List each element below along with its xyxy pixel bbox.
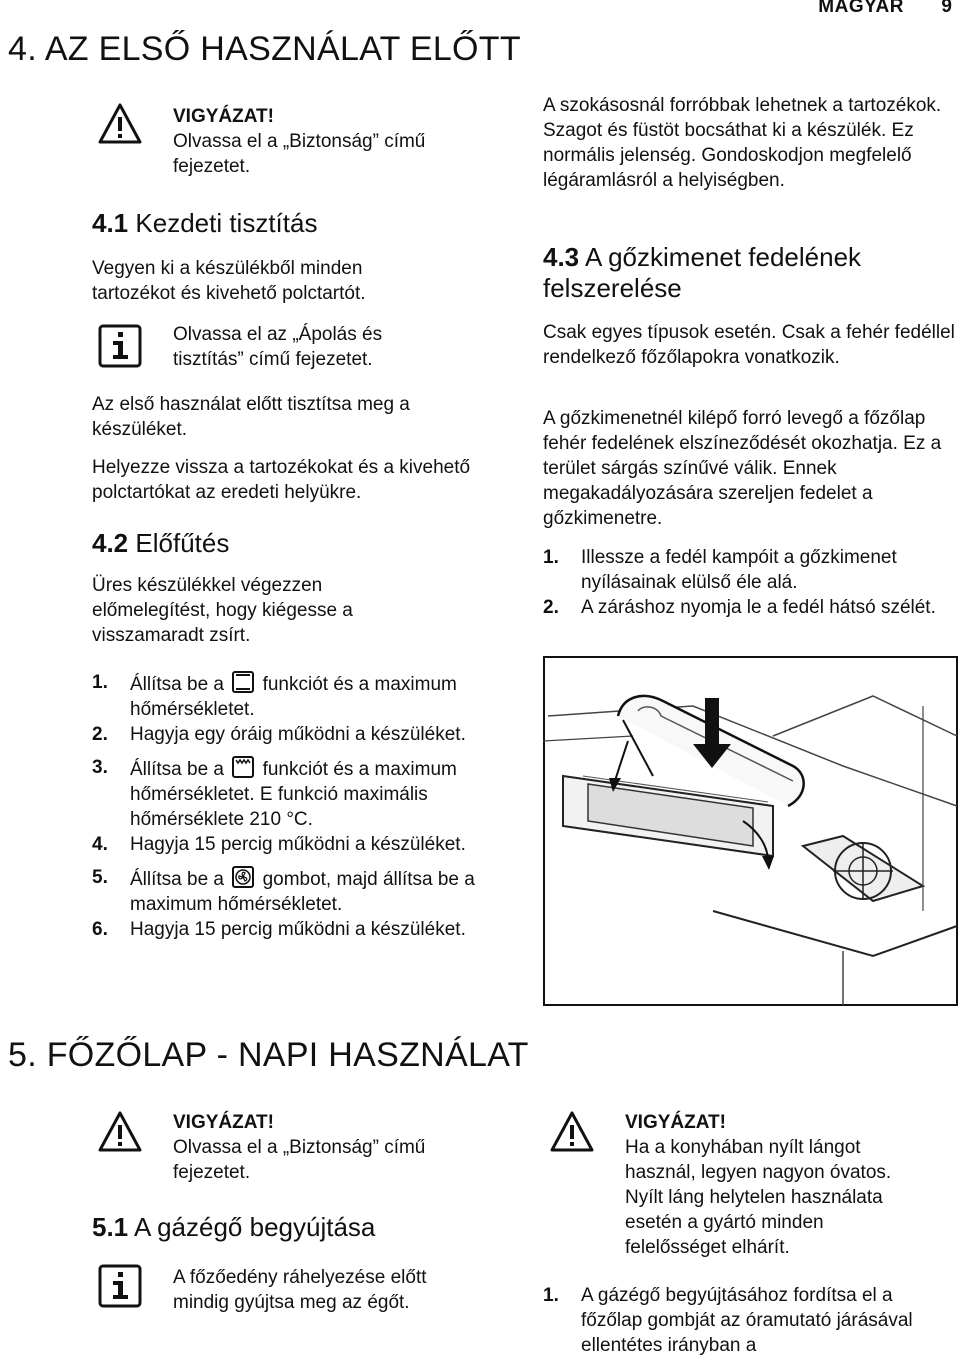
list-item [543,545,958,595]
paragraph: Az első használat előtt tisztítsa meg a készüléket. [92,394,410,440]
paragraph: Helyezze vissza a tartozékokat és a kivehető polctartókat az eredeti helyükre. [92,457,471,503]
info-icon [98,1264,142,1308]
section-4-3-heading [543,242,943,304]
step-text: gombot, majd állítsa be a maximum hőmérsékletet. [130,869,475,915]
steam-outlet-cover-illustration [543,656,958,1006]
list-item [92,670,492,722]
conventional-heating-icon [231,670,255,694]
step-number: 1. [92,672,108,693]
warning-title: VIGYÁZAT! [173,106,274,127]
warning-block-5-right [625,1110,925,1260]
step-number: 4. [92,834,108,855]
step-text: A gázégő begyújtásához fordítsa el a főzőlap gombját az óramutató járásával ellentétes irányban a [581,1285,913,1356]
step-text: A záráshoz nyomja le a fedél hátsó szélét. [581,597,936,618]
step-number: 6. [92,919,108,940]
cover-steps-list [543,545,958,620]
step-text: funkciót és a maximum hőmérsékletet. E funkció maximális hőmérséklete 210 °C. [130,759,457,830]
warning-block-4 [173,104,433,179]
section-title: A gőzkimenet fedelének felszerelése [543,242,862,303]
warning-text: Olvassa el a „Biztonság” című fejezetet. [173,1137,426,1183]
list-item [92,865,492,917]
section-number: 4.3 [543,242,580,272]
section-number: 4.2 [92,528,129,558]
preheat-steps-list [92,670,492,942]
section-title: Előfűtés [135,528,230,558]
paragraph: Vegyen ki a készülékből minden tartozékot és kivehető polctartót. [92,258,366,304]
step-text: Hagyja egy óráig működni a készüléket. [130,724,466,745]
fan-icon [231,865,255,889]
list-item [92,917,492,942]
step-text: Állítsa be a [130,869,224,890]
step-text: Illessze a fedél kampóit a gőzkimenet nyílásainak elülső éle alá. [581,547,897,593]
section-number: 4.1 [92,208,129,238]
section-title: A gázégő begyújtása [133,1212,376,1242]
step-text: funkciót és a maximum hőmérsékletet. [130,674,457,720]
section-4-title: 4. AZ ELSŐ HASZNÁLAT ELŐTT [8,30,521,68]
info-icon [98,324,142,368]
page-number: 9 [941,0,952,17]
warning-block-5-left [173,1110,433,1185]
warning-icon [98,102,142,146]
step-text: Állítsa be a [130,674,224,695]
warning-title: VIGYÁZAT! [173,1112,274,1133]
step-number: 1. [543,547,559,568]
grill-icon [231,755,255,779]
list-item [543,595,958,620]
step-text: Állítsa be a [130,759,224,780]
step-number: 5. [92,867,108,888]
warning-icon [550,1110,594,1154]
section-4-1-heading [92,208,317,239]
list-item [543,1283,958,1358]
ignition-steps-list [543,1283,958,1358]
section-title: Kezdeti tisztítás [135,208,318,238]
step-text: Hagyja 15 percig működni a készüléket. [130,834,466,855]
step-text: Hagyja 15 percig működni a készüléket. [130,919,466,940]
warning-text: Olvassa el a „Biztonság” című fejezetet. [173,131,426,177]
section-5-1-heading [92,1212,375,1243]
warning-text: Ha a konyhában nyílt lángot használ, legyen nagyon óvatos. Nyílt láng helytelen használata esetén a gyártó minden felelősséget elhárít. [625,1137,892,1258]
step-number: 2. [92,724,108,745]
paragraph: A gőzkimenetnél kilépő forró levegő a főzőlap fehér fedelének elszíneződését okozhatja. Ez a terület sárgás színűvé válik. Ennek megakadályozására szereljen fedelet a gőzkimenetre. [543,408,942,529]
list-item [92,755,492,832]
paragraph: Üres készülékkel végezzen előmelegítést, hogy kiégesse a visszamaradt zsírt. [92,575,353,646]
paragraph: Csak egyes típusok esetén. Csak a fehér fedéllel rendelkező főzőlapokra vonatkozik. [543,322,955,368]
list-item [92,832,492,857]
section-5-title: 5. FŐZŐLAP - NAPI HASZNÁLAT [8,1036,529,1074]
section-4-2-heading [92,528,229,559]
step-number: 1. [543,1285,559,1306]
list-item [92,722,492,747]
step-number: 3. [92,757,108,778]
info-text: A főzőedény ráhelyezése előtt mindig gyújtsa meg az égőt. [173,1267,427,1313]
info-text: Olvassa el az „Ápolás és tisztítás” című fejezetet. [173,324,383,370]
section-number: 5.1 [92,1212,129,1242]
step-number: 2. [543,597,559,618]
warning-title: VIGYÁZAT! [625,1112,726,1133]
paragraph: A szokásosnál forróbbak lehetnek a tartozékok. Szagot és füstöt bocsáthat ki a készülék. Ez normális jelenség. Gondoskodjon megfelelő légáramlásról a helyiségben. [543,95,942,191]
warning-icon [98,1110,142,1154]
page-language: MAGYAR [818,0,904,17]
